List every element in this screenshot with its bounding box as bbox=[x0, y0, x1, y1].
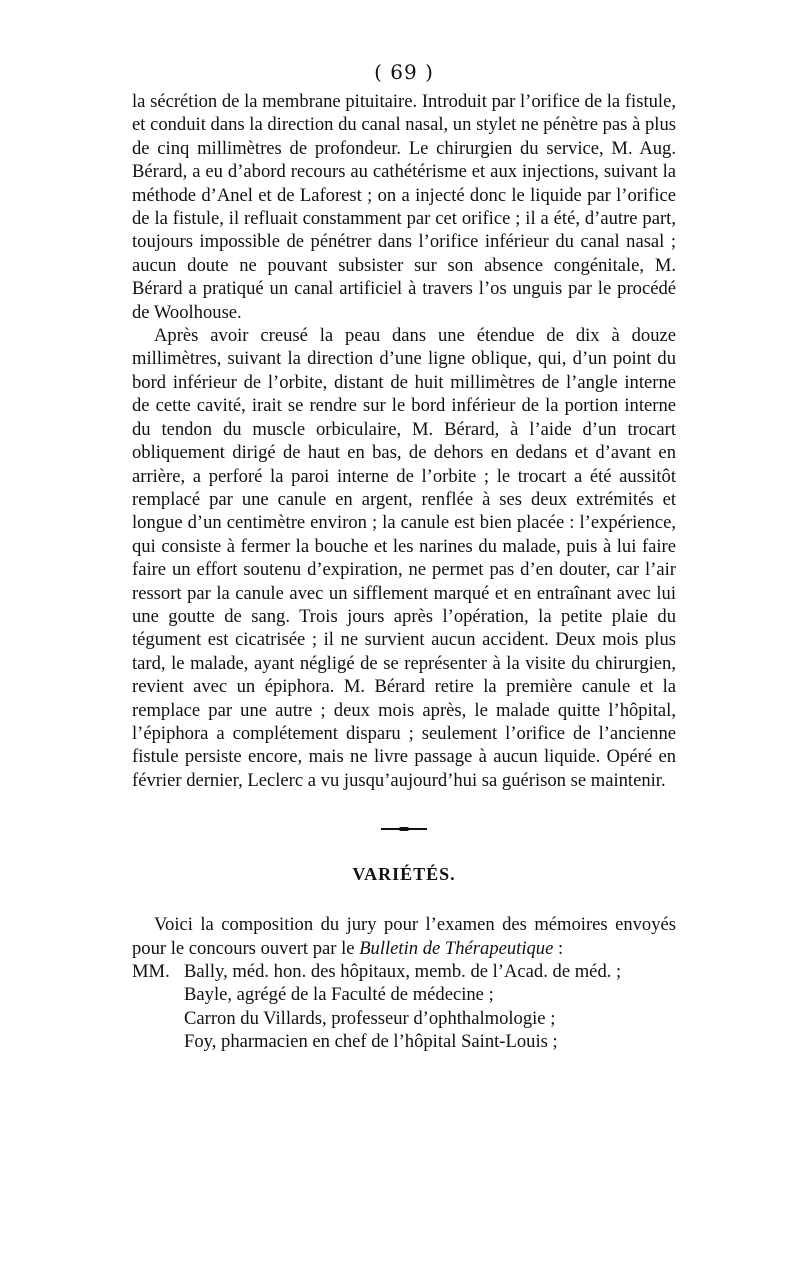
page-number: ( 69 ) bbox=[374, 60, 434, 84]
jury-member bbox=[132, 1030, 676, 1053]
section-divider bbox=[381, 828, 427, 830]
paragraph-case-report: la sécrétion de la membrane pituitaire. Introduit par l’orifice de la fistule, et conduit dans la direction du canal nasal, un stylet ne pénètre pas à plus de cinq millimètres de profondeur. Le chirurgien du service, M. Aug. Bérard, a eu d’abord recours au cathétérisme et aux injections, suivant la méthode d’Anel et de Laforest ; on a injecté donc le liquide par l’orifice de la fistule, il refluait constamment par cet orifice ; il a été, d’autre part, toujours impossible de pénétrer dans l’orifice inférieur du canal nasal ; aucun doute ne pouvant subsister sur son absence congénitale, M. Bérard a pratiqué un canal artificiel à travers l’os unguis par le procédé de Woolhouse. bbox=[132, 91, 676, 323]
jury-member-text: Carron du Villards, professeur d’ophthalmologie ; bbox=[184, 1007, 556, 1029]
section-title: VARIÉTÉS. bbox=[352, 864, 456, 885]
jury-member-text: Bayle, agrégé de la Faculté de médecine ; bbox=[184, 984, 494, 1006]
jury-prefix: MM. bbox=[132, 961, 170, 982]
jury-list bbox=[132, 960, 676, 1054]
jury-member bbox=[132, 960, 676, 983]
jury-member bbox=[132, 1007, 676, 1030]
journal-title: Bulletin de Thérapeutique bbox=[359, 937, 554, 959]
jury-member-text: Foy, pharmacien en chef de l’hôpital Saint-Louis ; bbox=[184, 1031, 558, 1053]
jury-member-text: Bally, méd. hon. des hôpitaux, memb. de l’Acad. de méd. ; bbox=[184, 961, 622, 982]
document-page bbox=[132, 60, 676, 1054]
jury-intro bbox=[132, 913, 676, 960]
jury-intro-end: : bbox=[553, 937, 564, 959]
paragraph-operation: Après avoir creusé la peau dans une étendue de dix à douze millimètres, suivant la direction d’une ligne oblique, qui, d’un point du bord inférieur de l’orbite, distant de huit millimètres de l’angle interne de cette cavité, irait se rendre sur le bord inférieur de la portion interne du tendon du muscle orbiculaire, M. Bérard, à l’aide d’un trocart obliquement dirigé de haut en bas, de dehors en dedans et d’avant en arrière, a perforé la paroi interne de l’orbite ; le trocart a été aussitôt remplacé par une canule en argent, renflée à ses deux extrémités et longue d’un centimètre environ ; la canule est bien placée : l’expérience, qui consiste à fermer la bouche et les narines du malade, puis à lui faire faire un effort soutenu d’expiration, ne permet pas d’en douter, car l’air ressort par la canule avec un sifflement marqué et en entraînant avec lui une goutte de sang. Trois jours après l’opération, la petite plaie du tégument est cicatrisée ; il ne survient aucun accident. Deux mois plus tard, le malade, ayant négligé de se représenter à la visite du chirurgien, revient avec un épiphora. M. Bérard retire la première canule et la remplace par une autre ; deux mois après, le malade quitte l’hôpital, l’épiphora a complétement disparu ; seulement l’orifice de l’ancienne fistule persiste encore, mais ne livre passage à aucun liquide. Opéré en février dernier, Leclerc a vu jusqu’aujourd’hui sa guérison se maintenir. bbox=[132, 325, 676, 791]
jury-intro-text: Voici la composition du jury pour l’examen des mémoires envoyés pour le concours ouvert par le bbox=[132, 914, 676, 959]
jury-member bbox=[132, 983, 676, 1006]
